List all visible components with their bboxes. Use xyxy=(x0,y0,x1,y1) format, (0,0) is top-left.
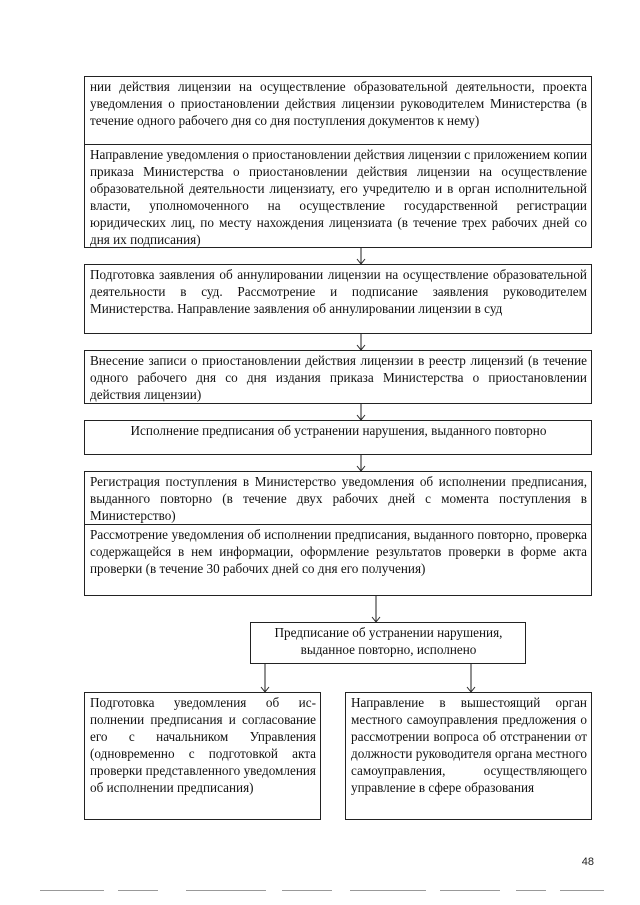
footer-rule xyxy=(282,890,332,891)
footer-rule xyxy=(186,890,266,891)
footer-rule xyxy=(40,890,104,891)
footer-rule xyxy=(350,890,426,891)
step-prepare-annulment-claim: Подготовка заявления об аннулировании лицензии на осуществление образовательной деятельности в суд. Рассмотрение и подписание заявления руководителем Министерства. Направление заявления об аннулировании лицензии в суд xyxy=(84,264,592,334)
step-license-suspension-draft: нии действия лицензии на осуществление образовательной деятельности, проекта уведомления о приостановлении действия лицензии руководителем Министерства (в течение одного рабочего дня со дня поступления документов к нему) xyxy=(84,76,592,145)
step-register-suspension-record: Внесение записи о приостановлении действия лицензии в реестр лицензий (в течение одного рабочего дня со дня издания приказа Министерства о приостановлении действия лицензии) xyxy=(84,350,592,404)
footer-rule xyxy=(118,890,158,891)
step-repeat-order-executed: Предписание об устранении нарушения, выданное повторно, исполнено xyxy=(250,622,526,664)
step-repeat-order-execution: Исполнение предписания об устранении нарушения, выданного повторно xyxy=(84,420,592,455)
footer-rule xyxy=(516,890,546,891)
footer-rule xyxy=(560,890,604,891)
step-prepare-execution-notice: Подготовка уведомления об исполнении предписания и согласование его с начальником Управления (одновременно с подготовкой акта проверки представленного уведомления об исполнении предписания) xyxy=(84,692,321,820)
step-review-execution-notice: Рассмотрение уведомления об исполнении предписания, выданного повторно, проверка содержащейся в нем информации, оформление результатов проверки в форме акта проверки (в течение 30 рабочих дней со дня его получения) xyxy=(84,525,592,596)
step-send-suspension-notice: Направление уведомления о приостановлении действия лицензии с приложением копии приказа Министерства о приостановлении действия лицензии на осуществление образовательной деятельности лицензиату, его учредителю и в орган исполнительной власти, уполномоченного на осуществление государственной регистрации юридических лиц, по месту нахождения лицензиата (в течение трех рабочих дней со дня их подписания) xyxy=(84,145,592,248)
step-send-dismissal-proposal: Направление в вышестоящий орган местного самоуправления предложения о рассмотрении вопроса об отстранении от должности руководителя органа местного самоуправления, осуществляющего управление в сфере образования xyxy=(345,692,592,820)
footer-rule xyxy=(440,890,500,891)
step-register-execution-notice: Регистрация поступления в Министерство уведомления об исполнении предписания, выданного повторно (в течение двух рабочих дней с момента поступления в Министерство) xyxy=(84,471,592,525)
page-number: 48 xyxy=(581,856,594,868)
